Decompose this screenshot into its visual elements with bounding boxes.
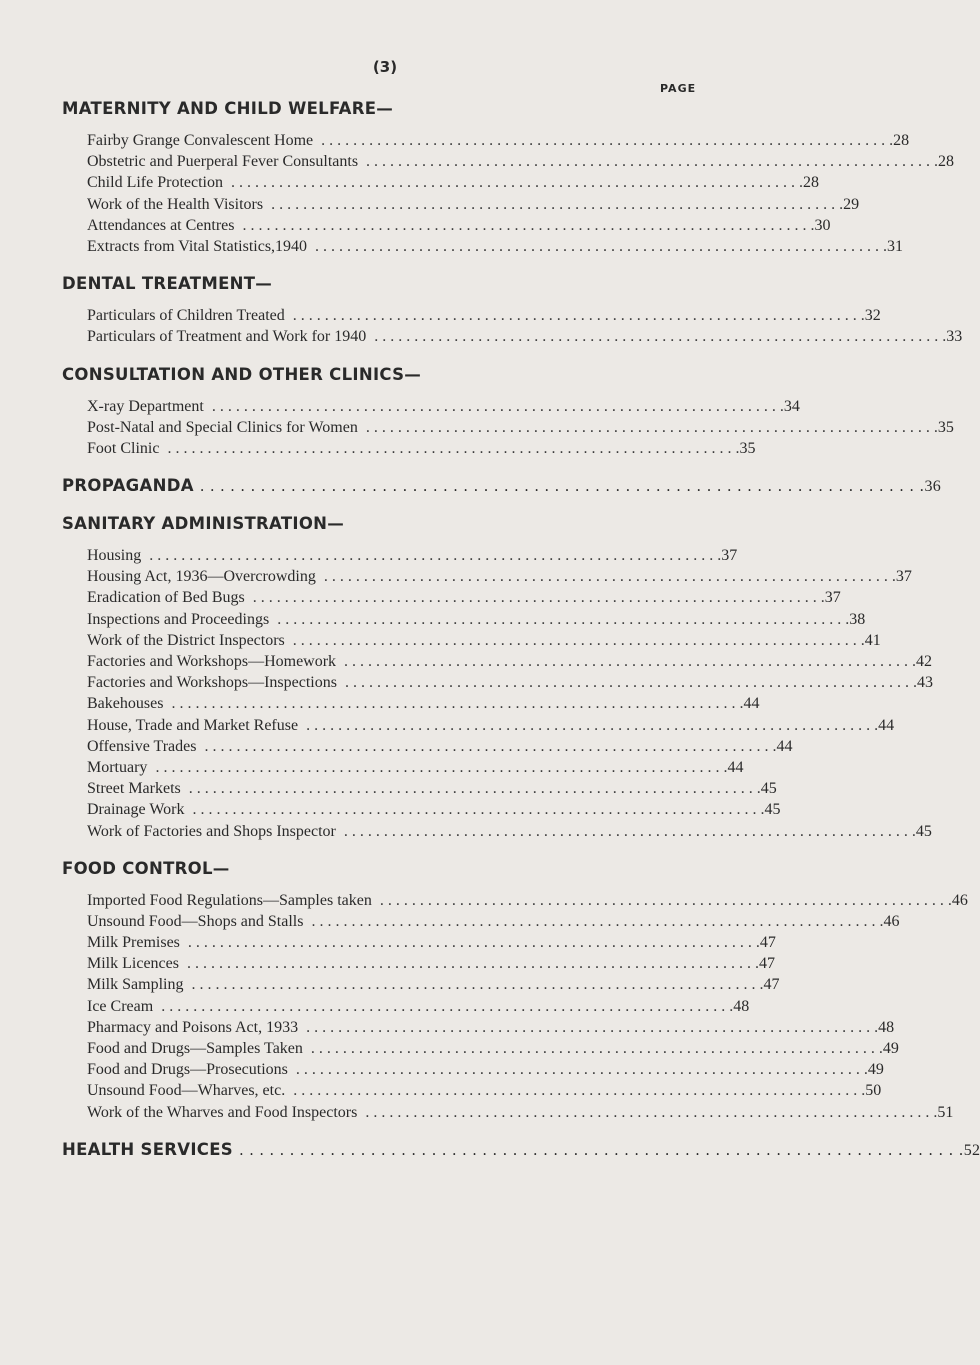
entry-title: Housing xyxy=(87,547,142,565)
entry-page-number: 43 xyxy=(916,674,933,692)
toc-entry xyxy=(62,130,910,151)
toc-entry xyxy=(62,545,738,566)
section-heading xyxy=(62,273,712,295)
dot-leaders: . . . . . . . . . . . . . . . . . . . . . . . . . . . . . . . . . . . . . . . . . . . . . . . . . . . . . . . . . . . . . . . . . . . . . . . . xyxy=(155,758,728,776)
section-page-number: 36 xyxy=(924,478,942,496)
entry-page-number: 30 xyxy=(814,216,831,234)
toc-entry xyxy=(62,932,776,953)
toc-entry xyxy=(62,651,933,672)
section-heading-text: FOOD CONTROL— xyxy=(62,858,230,878)
toc-entry xyxy=(62,417,954,438)
toc-entry xyxy=(62,630,881,651)
dot-leaders: . . . . . . . . . . . . . . . . . . . . . . . . . . . . . . . . . . . . . . . . . . . . . . . . . . . . . . . . . . . . . . . . . . . . . . . . xyxy=(310,1040,883,1057)
entry-page-number: 28 xyxy=(802,174,819,192)
entry-title: Eradication of Bed Bugs xyxy=(87,589,245,607)
entry-page-number: 45 xyxy=(760,780,777,798)
entry-title: Work of the District Inspectors xyxy=(87,631,285,649)
toc-entry xyxy=(62,953,775,974)
section-heading-text: DENTAL TREATMENT— xyxy=(62,274,273,294)
entry-title: Pharmacy and Poisons Act, 1933 xyxy=(87,1018,299,1036)
dot-leaders: . . . . . . . . . . . . . . . . . . . . . . . . . . . . . . . . . . . . . . . . . . . . . . . . . . . . . . . . . . . . . . . . . . . . . . . . xyxy=(277,610,850,628)
entry-title: Attendances at Centres xyxy=(87,216,235,234)
entry-page-number: 35 xyxy=(739,439,756,457)
dot-leaders: . . . . . . . . . . . . . . . . . . . . . . . . . . . . . . . . . . . . . . . . . . . . . . . . . . . . . . . . . . . . . . . . . . . . . . . . xyxy=(292,631,865,649)
entry-page-number: 37 xyxy=(824,589,841,607)
toc-entry xyxy=(62,911,900,932)
entry-page-number: 42 xyxy=(916,653,933,670)
dot-leaders: . . . . . . . . . . . . . . . . . . . . . . . . . . . . . . . . . . . . . . . . . . . . . . . . . . . . . . . . . . . . . . . . . . . . . . . . xyxy=(238,1140,964,1159)
dot-leaders: . . . . . . . . . . . . . . . . . . . . . . . . . . . . . . . . . . . . . . . . . . . . . . . . . . . . . . . . . . . . . . . . . . . . . . . . xyxy=(365,1103,938,1121)
entry-page-number: 38 xyxy=(849,610,866,628)
dot-leaders: . . . . . . . . . . . . . . . . . . . . . . . . . . . . . . . . . . . . . . . . . . . . . . . . . . . . . . . . . . . . . . . . . . . . . . . . xyxy=(315,237,888,255)
toc-entry xyxy=(62,736,793,757)
entry-title: Work of Factories and Shops Inspector xyxy=(87,822,336,840)
entry-title: Unsound Food—Shops and Stalls xyxy=(87,912,304,930)
toc-entry xyxy=(62,821,932,842)
section-heading xyxy=(62,1139,980,1161)
dot-leaders: . . . . . . . . . . . . . . . . . . . . . . . . . . . . . . . . . . . . . . . . . . . . . . . . . . . . . . . . . . . . . . . . . . . . . . . . xyxy=(344,653,917,670)
entry-page-number: 33 xyxy=(946,328,963,346)
toc-entry xyxy=(62,326,963,347)
entry-title: Obstetric and Puerperal Fever Consultants xyxy=(87,153,359,171)
entry-page-number: 47 xyxy=(758,955,775,973)
entry-page-number: 49 xyxy=(867,1061,884,1079)
entry-title: Bakehouses xyxy=(87,695,164,713)
toc-entry xyxy=(62,236,904,257)
dot-leaders: . . . . . . . . . . . . . . . . . . . . . . . . . . . . . . . . . . . . . . . . . . . . . . . . . . . . . . . . . . . . . . . . . . . . . . . . xyxy=(323,568,896,586)
entry-title: Particulars of Treatment and Work for 1940 xyxy=(87,328,367,346)
toc-entry xyxy=(62,996,750,1017)
entry-page-number: 28 xyxy=(893,132,910,149)
dot-leaders: . . . . . . . . . . . . . . . . . . . . . . . . . . . . . . . . . . . . . . . . . . . . . . . . . . . . . . . . . . . . . . . . . . . . . . . . xyxy=(188,780,761,798)
toc-entry xyxy=(62,1038,899,1059)
dot-leaders: . . . . . . . . . . . . . . . . . . . . . . . . . . . . . . . . . . . . . . . . . . . . . . . . . . . . . . . . . . . . . . . . . . . . . . . . xyxy=(171,695,744,713)
entry-title: Fairby Grange Convalescent Home xyxy=(87,132,314,149)
entry-title: Milk Sampling xyxy=(87,976,184,994)
entry-page-number: 44 xyxy=(727,758,744,776)
toc-section xyxy=(62,858,968,1123)
dot-leaders: . . . . . . . . . . . . . . . . . . . . . . . . . . . . . . . . . . . . . . . . . . . . . . . . . . . . . . . . . . . . . . . . . . . . . . . . xyxy=(192,801,765,819)
entry-title: Ice Cream xyxy=(87,997,154,1015)
entry-title: Factories and Workshops—Inspections xyxy=(87,674,337,692)
section-heading-text: HEALTH SERVICES xyxy=(62,1139,233,1159)
entry-title: Unsound Food—Wharves, etc. xyxy=(87,1082,286,1100)
toc-section xyxy=(62,364,954,460)
dot-leaders: . . . . . . . . . . . . . . . . . . . . . . . . . . . . . . . . . . . . . . . . . . . . . . . . . . . . . . . . . . . . . . . . . . . . . . . . xyxy=(167,439,740,457)
entry-title: Inspections and Proceedings xyxy=(87,610,270,628)
entry-title: Foot Clinic xyxy=(87,439,160,457)
entry-title: Food and Drugs—Samples Taken xyxy=(87,1040,303,1057)
dot-leaders: . . . . . . . . . . . . . . . . . . . . . . . . . . . . . . . . . . . . . . . . . . . . . . . . . . . . . . . . . . . . . . . . . . . . . . . . xyxy=(191,976,764,994)
page-number: (3) xyxy=(372,58,398,76)
entry-page-number: 48 xyxy=(878,1018,895,1036)
toc-entry xyxy=(62,172,819,193)
toc-entry xyxy=(62,757,744,778)
dot-leaders: . . . . . . . . . . . . . . . . . . . . . . . . . . . . . . . . . . . . . . . . . . . . . . . . . . . . . . . . . . . . . . . . . . . . . . . . xyxy=(186,955,759,973)
toc-section xyxy=(62,475,942,497)
section-heading xyxy=(62,364,712,386)
toc-entry xyxy=(62,587,841,608)
entry-title: X-ray Department xyxy=(87,397,204,415)
dot-leaders: . . . . . . . . . . . . . . . . . . . . . . . . . . . . . . . . . . . . . . . . . . . . . . . . . . . . . . . . . . . . . . . . . . . . . . . . xyxy=(343,822,916,840)
entry-page-number: 31 xyxy=(887,237,904,255)
toc-entry xyxy=(62,215,831,236)
entry-page-number: 29 xyxy=(843,195,860,213)
entry-title: Extracts from Vital Statistics,1940 xyxy=(87,237,308,255)
section-heading xyxy=(62,98,712,120)
dot-leaders: . . . . . . . . . . . . . . . . . . . . . . . . . . . . . . . . . . . . . . . . . . . . . . . . . . . . . . . . . . . . . . . . . . . . . . . . xyxy=(252,589,825,607)
entry-page-number: 48 xyxy=(733,997,750,1015)
entry-page-number: 28 xyxy=(938,153,955,171)
dot-leaders: . . . . . . . . . . . . . . . . . . . . . . . . . . . . . . . . . . . . . . . . . . . . . . . . . . . . . . . . . . . . . . . . . . . . . . . . xyxy=(271,195,844,213)
entry-page-number: 44 xyxy=(743,695,760,713)
dot-leaders: . . . . . . . . . . . . . . . . . . . . . . . . . . . . . . . . . . . . . . . . . . . . . . . . . . . . . . . . . . . . . . . . . . . . . . . . xyxy=(379,891,952,909)
dot-leaders: . . . . . . . . . . . . . . . . . . . . . . . . . . . . . . . . . . . . . . . . . . . . . . . . . . . . . . . . . . . . . . . . . . . . . . . . xyxy=(149,547,722,565)
entry-title: Milk Premises xyxy=(87,934,180,952)
entry-page-number: 37 xyxy=(721,547,738,565)
entry-page-number: 44 xyxy=(878,716,895,734)
toc-entry xyxy=(62,974,780,995)
toc-entry xyxy=(62,1017,895,1038)
toc-section xyxy=(62,513,933,842)
entry-title: Milk Licences xyxy=(87,955,179,973)
dot-leaders: . . . . . . . . . . . . . . . . . . . . . . . . . . . . . . . . . . . . . . . . . . . . . . . . . . . . . . . . . . . . . . . . . . . . . . . . xyxy=(204,737,777,755)
section-heading-text: CONSULTATION AND OTHER CLINICS— xyxy=(62,364,422,384)
dot-leaders: . . . . . . . . . . . . . . . . . . . . . . . . . . . . . . . . . . . . . . . . . . . . . . . . . . . . . . . . . . . . . . . . . . . . . . . . xyxy=(306,716,879,734)
dot-leaders: . . . . . . . . . . . . . . . . . . . . . . . . . . . . . . . . . . . . . . . . . . . . . . . . . . . . . . . . . . . . . . . . . . . . . . . . xyxy=(161,997,734,1015)
entry-title: Mortuary xyxy=(87,758,148,776)
section-heading xyxy=(62,513,712,535)
dot-leaders: . . . . . . . . . . . . . . . . . . . . . . . . . . . . . . . . . . . . . . . . . . . . . . . . . . . . . . . . . . . . . . . . . . . . . . . . xyxy=(344,674,917,692)
toc-entry xyxy=(62,1059,884,1080)
entry-page-number: 51 xyxy=(937,1103,954,1121)
entry-page-number: 34 xyxy=(783,397,800,415)
section-heading-text: MATERNITY AND CHILD WELFARE— xyxy=(62,99,394,118)
entry-page-number: 41 xyxy=(864,631,881,649)
dot-leaders: . . . . . . . . . . . . . . . . . . . . . . . . . . . . . . . . . . . . . . . . . . . . . . . . . . . . . . . . . . . . . . . . . . . . . . . . xyxy=(366,153,939,171)
section-heading xyxy=(62,475,942,497)
dot-leaders: . . . . . . . . . . . . . . . . . . . . . . . . . . . . . . . . . . . . . . . . . . . . . . . . . . . . . . . . . . . . . . . . . . . . . . . . xyxy=(295,1061,868,1079)
dot-leaders: . . . . . . . . . . . . . . . . . . . . . . . . . . . . . . . . . . . . . . . . . . . . . . . . . . . . . . . . . . . . . . . . . . . . . . . . xyxy=(187,934,760,952)
entry-title: Factories and Workshops—Homework xyxy=(87,653,337,670)
entry-page-number: 45 xyxy=(764,801,781,819)
toc-entry xyxy=(62,438,756,459)
entry-page-number: 37 xyxy=(895,568,912,586)
entry-page-number: 47 xyxy=(759,934,776,952)
toc-section xyxy=(62,98,955,257)
entry-page-number: 35 xyxy=(937,418,954,436)
toc-section xyxy=(62,1139,980,1161)
entry-page-number: 49 xyxy=(882,1040,899,1057)
toc-section xyxy=(62,273,963,347)
dot-leaders: . . . . . . . . . . . . . . . . . . . . . . . . . . . . . . . . . . . . . . . . . . . . . . . . . . . . . . . . . . . . . . . . . . . . . . . . xyxy=(311,912,884,930)
dot-leaders: . . . . . . . . . . . . . . . . . . . . . . . . . . . . . . . . . . . . . . . . . . . . . . . . . . . . . . . . . . . . . . . . . . . . . . . . xyxy=(293,1082,866,1100)
toc-entry xyxy=(62,566,912,587)
entry-title: Particulars of Children Treated xyxy=(87,307,285,325)
dot-leaders: . . . . . . . . . . . . . . . . . . . . . . . . . . . . . . . . . . . . . . . . . . . . . . . . . . . . . . . . . . . . . . . . . . . . . . . . xyxy=(242,216,815,234)
entry-page-number: 45 xyxy=(915,822,932,840)
dot-leaders: . . . . . . . . . . . . . . . . . . . . . . . . . . . . . . . . . . . . . . . . . . . . . . . . . . . . . . . . . . . . . . . . . . . . . . . . xyxy=(230,174,803,192)
section-page-number: 52 xyxy=(963,1141,980,1159)
dot-leaders: . . . . . . . . . . . . . . . . . . . . . . . . . . . . . . . . . . . . . . . . . . . . . . . . . . . . . . . . . . . . . . . . . . . . . . . . xyxy=(199,477,925,496)
table-of-contents xyxy=(62,98,980,1177)
toc-entry xyxy=(62,194,860,215)
entry-page-number: 44 xyxy=(776,737,793,755)
entry-title: Post-Natal and Special Clinics for Women xyxy=(87,418,358,436)
dot-leaders: . . . . . . . . . . . . . . . . . . . . . . . . . . . . . . . . . . . . . . . . . . . . . . . . . . . . . . . . . . . . . . . . . . . . . . . . xyxy=(374,328,947,346)
dot-leaders: . . . . . . . . . . . . . . . . . . . . . . . . . . . . . . . . . . . . . . . . . . . . . . . . . . . . . . . . . . . . . . . . . . . . . . . . xyxy=(365,418,938,436)
entry-title: Imported Food Regulations—Samples taken xyxy=(87,891,372,909)
entry-title: Child Life Protection xyxy=(87,174,223,192)
toc-entry xyxy=(62,715,895,736)
dot-leaders: . . . . . . . . . . . . . . . . . . . . . . . . . . . . . . . . . . . . . . . . . . . . . . . . . . . . . . . . . . . . . . . . . . . . . . . . xyxy=(321,132,894,149)
toc-entry xyxy=(62,609,866,630)
toc-entry xyxy=(62,693,760,714)
toc-entry xyxy=(62,778,777,799)
dot-leaders: . . . . . . . . . . . . . . . . . . . . . . . . . . . . . . . . . . . . . . . . . . . . . . . . . . . . . . . . . . . . . . . . . . . . . . . . xyxy=(292,307,865,325)
toc-entry xyxy=(62,1102,954,1123)
entry-page-number: 50 xyxy=(865,1082,882,1100)
entry-title: Housing Act, 1936—Overcrowding xyxy=(87,568,316,586)
toc-entry xyxy=(62,305,881,326)
entry-page-number: 47 xyxy=(763,976,780,994)
toc-entry xyxy=(62,151,955,172)
page-column-label: PAGE xyxy=(660,82,697,95)
toc-entry xyxy=(62,1080,882,1101)
entry-page-number: 46 xyxy=(883,912,900,930)
entry-title: Work of the Wharves and Food Inspectors xyxy=(87,1103,358,1121)
toc-entry xyxy=(62,799,781,820)
toc-entry xyxy=(62,672,933,693)
section-heading xyxy=(62,858,712,880)
toc-entry xyxy=(62,890,968,911)
entry-title: Street Markets xyxy=(87,780,181,798)
entry-page-number: 32 xyxy=(864,307,881,325)
entry-page-number: 46 xyxy=(951,891,968,909)
entry-title: House, Trade and Market Refuse xyxy=(87,716,299,734)
section-heading-text: PROPAGANDA xyxy=(62,476,194,496)
dot-leaders: . . . . . . . . . . . . . . . . . . . . . . . . . . . . . . . . . . . . . . . . . . . . . . . . . . . . . . . . . . . . . . . . . . . . . . . . xyxy=(306,1018,879,1036)
section-heading-text: SANITARY ADMINISTRATION— xyxy=(62,514,345,534)
entry-title: Drainage Work xyxy=(87,801,185,819)
dot-leaders: . . . . . . . . . . . . . . . . . . . . . . . . . . . . . . . . . . . . . . . . . . . . . . . . . . . . . . . . . . . . . . . . . . . . . . . . xyxy=(211,397,784,415)
entry-title: Work of the Health Visitors xyxy=(87,195,264,213)
entry-title: Food and Drugs—Prosecutions xyxy=(87,1061,288,1079)
entry-title: Offensive Trades xyxy=(87,737,197,755)
toc-entry xyxy=(62,396,800,417)
